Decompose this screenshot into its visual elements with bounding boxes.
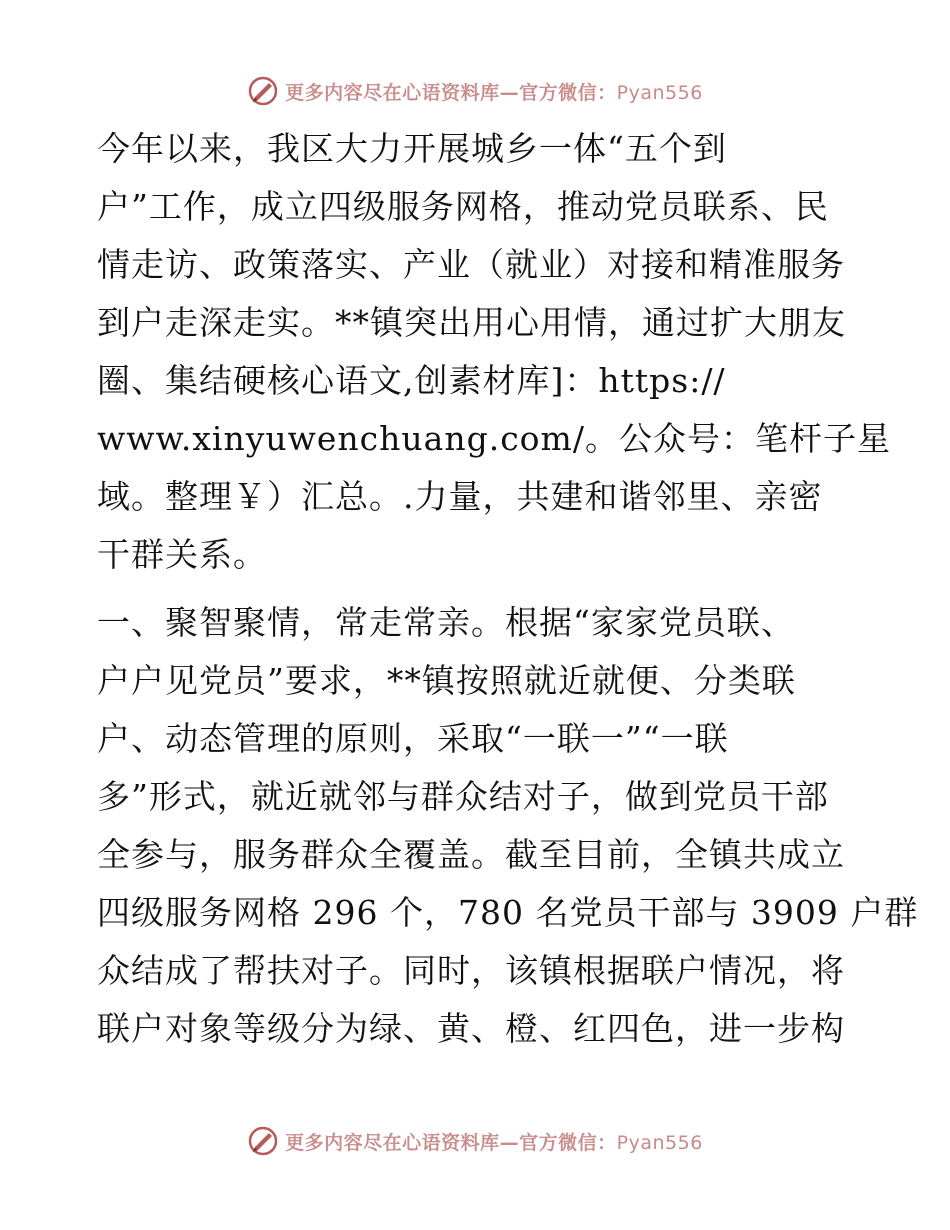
text-line: 到户走深走实。**镇突出用心用情，通过扩大朋友 [97, 303, 846, 342]
text-line: 四级服务网格 296 个，780 名党员干部与 3909 户群 [97, 893, 919, 932]
text-line: 圈、集结硬核心语文,创素材库]：https:// [97, 361, 726, 400]
text-line: 全参与，服务群众全覆盖。截至目前，全镇共成立 [97, 835, 845, 874]
paragraph-intro [97, 120, 891, 584]
paragraph-section-one [97, 594, 919, 1058]
watermark-text: 更多内容尽在心语资料库—官方微信：Pyan556 [285, 1131, 703, 1154]
document-body [97, 120, 919, 1058]
brand-logo-icon [247, 1125, 279, 1157]
text-line: 一、聚智聚情，常走常亲。根据“家家党员联、 [97, 603, 795, 642]
text-line: 干群关系。 [97, 535, 267, 574]
text-line: 今年以来，我区大力开展城乡一体“五个到 [97, 129, 727, 168]
text-line: 众结成了帮扶对子。同时，该镇根据联户情况，将 [97, 951, 845, 990]
text-line: 户、动态管理的原则，采取“一联一”“一联 [97, 719, 729, 758]
text-line: 多”形式，就近就邻与群众结对子，做到党员干部 [97, 777, 829, 816]
text-line: www.xinyuwenchuang.com/。公众号：笔杆子星 [97, 419, 891, 458]
text-line: 情走访、政策落实、产业（就业）对接和精准服务 [97, 245, 845, 284]
brand-logo-icon [247, 75, 279, 107]
watermark-footer [0, 1121, 950, 1161]
text-line: 联户对象等级分为绿、黄、橙、红四色，进一步构 [97, 1009, 845, 1048]
watermark-text: 更多内容尽在心语资料库—官方微信：Pyan556 [285, 81, 703, 104]
text-line: 户户见党员”要求，**镇按照就近就便、分类联 [97, 661, 796, 700]
watermark-header [0, 71, 950, 111]
text-line: 户”工作，成立四级服务网格，推动党员联系、民 [97, 187, 829, 226]
text-line: 域。整理￥）汇总。.力量，共建和谐邻里、亲密 [97, 477, 823, 516]
